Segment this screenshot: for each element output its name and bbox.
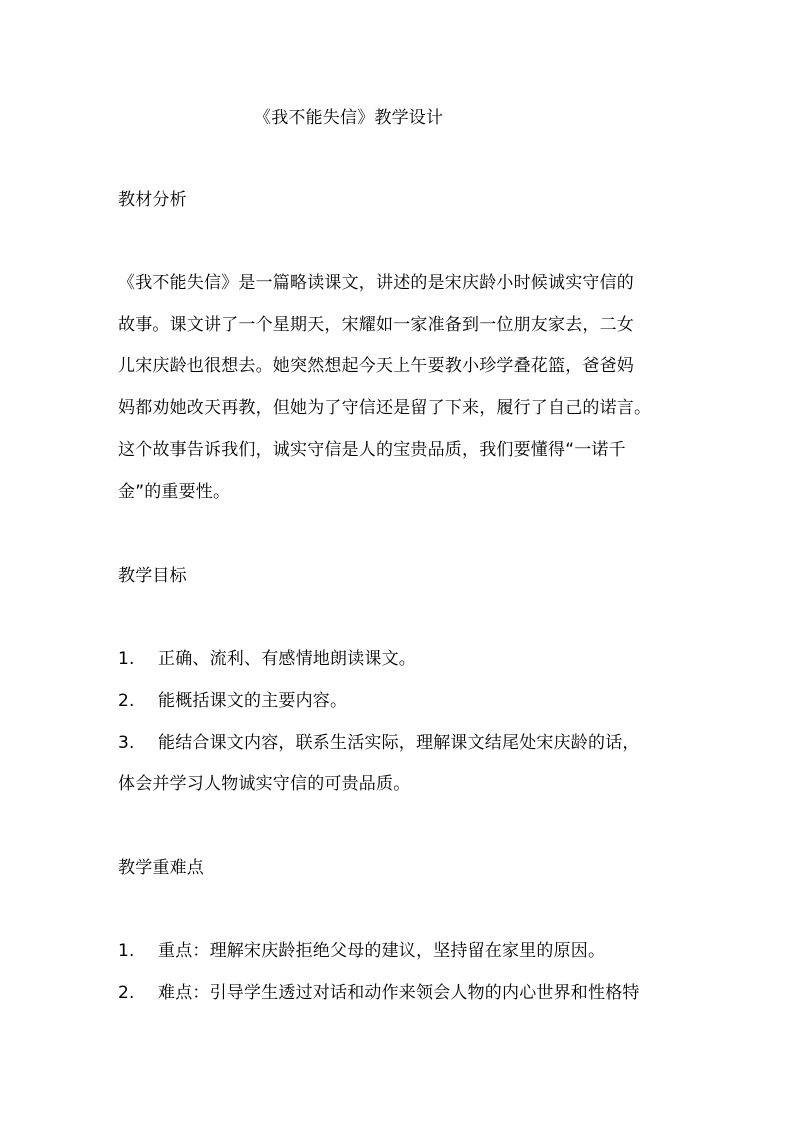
key-point-item-1 <box>118 941 605 961</box>
analysis-line-2: 故事。课文讲了一个星期天，宋耀如一家准备到一位朋友家去，二女 <box>118 315 634 335</box>
section-heading-key-points: 教学重难点 <box>118 858 204 878</box>
goal-item-1 <box>118 649 416 669</box>
document-title: 《我不能失信》教学设计 <box>254 108 444 128</box>
key-point-item-2 <box>118 983 640 1003</box>
key-point-text: 重点：理解宋庆龄拒绝父母的建议，坚持留在家里的原因。 <box>158 941 606 961</box>
key-point-number: 1. <box>118 941 135 961</box>
analysis-line-3: 儿宋庆龄也很想去。她突然想起今天上午要教小珍学叠花篮，爸爸妈 <box>118 356 634 376</box>
analysis-line-5: 这个故事告诉我们，诚实守信是人的宝贵品质，我们要懂得“一诺千 <box>118 440 626 460</box>
goal-item-text: 正确、流利、有感情地朗读课文。 <box>158 649 416 669</box>
analysis-line-1: 《我不能失信》是一篇略读课文，讲述的是宋庆龄小时候诚实守信的 <box>118 273 634 293</box>
key-point-number: 2. <box>118 983 135 1003</box>
key-point-text: 难点：引导学生透过对话和动作来领会人物的内心世界和性格特 <box>158 983 640 1003</box>
goal-item-number: 1. <box>118 649 135 669</box>
goal-item-text: 能结合课文内容，联系生活实际，理解课文结尾处宋庆龄的话， <box>158 733 640 753</box>
analysis-line-6: 金”的重要性。 <box>118 482 231 502</box>
goal-item-text: 能概括课文的主要内容。 <box>158 691 348 711</box>
goal-item-3-continuation: 体会并学习人物诚实守信的可贵品质。 <box>118 774 411 794</box>
goal-item-number: 2. <box>118 691 135 711</box>
goal-item-3 <box>118 733 640 753</box>
section-heading-analysis: 教材分析 <box>118 190 187 210</box>
analysis-line-4: 妈都劝她改天再教，但她为了守信还是留了下来，履行了自己的诺言。 <box>118 398 652 418</box>
goal-item-2 <box>118 691 347 711</box>
section-heading-goals: 教学目标 <box>118 566 187 586</box>
goal-item-number: 3. <box>118 733 135 753</box>
